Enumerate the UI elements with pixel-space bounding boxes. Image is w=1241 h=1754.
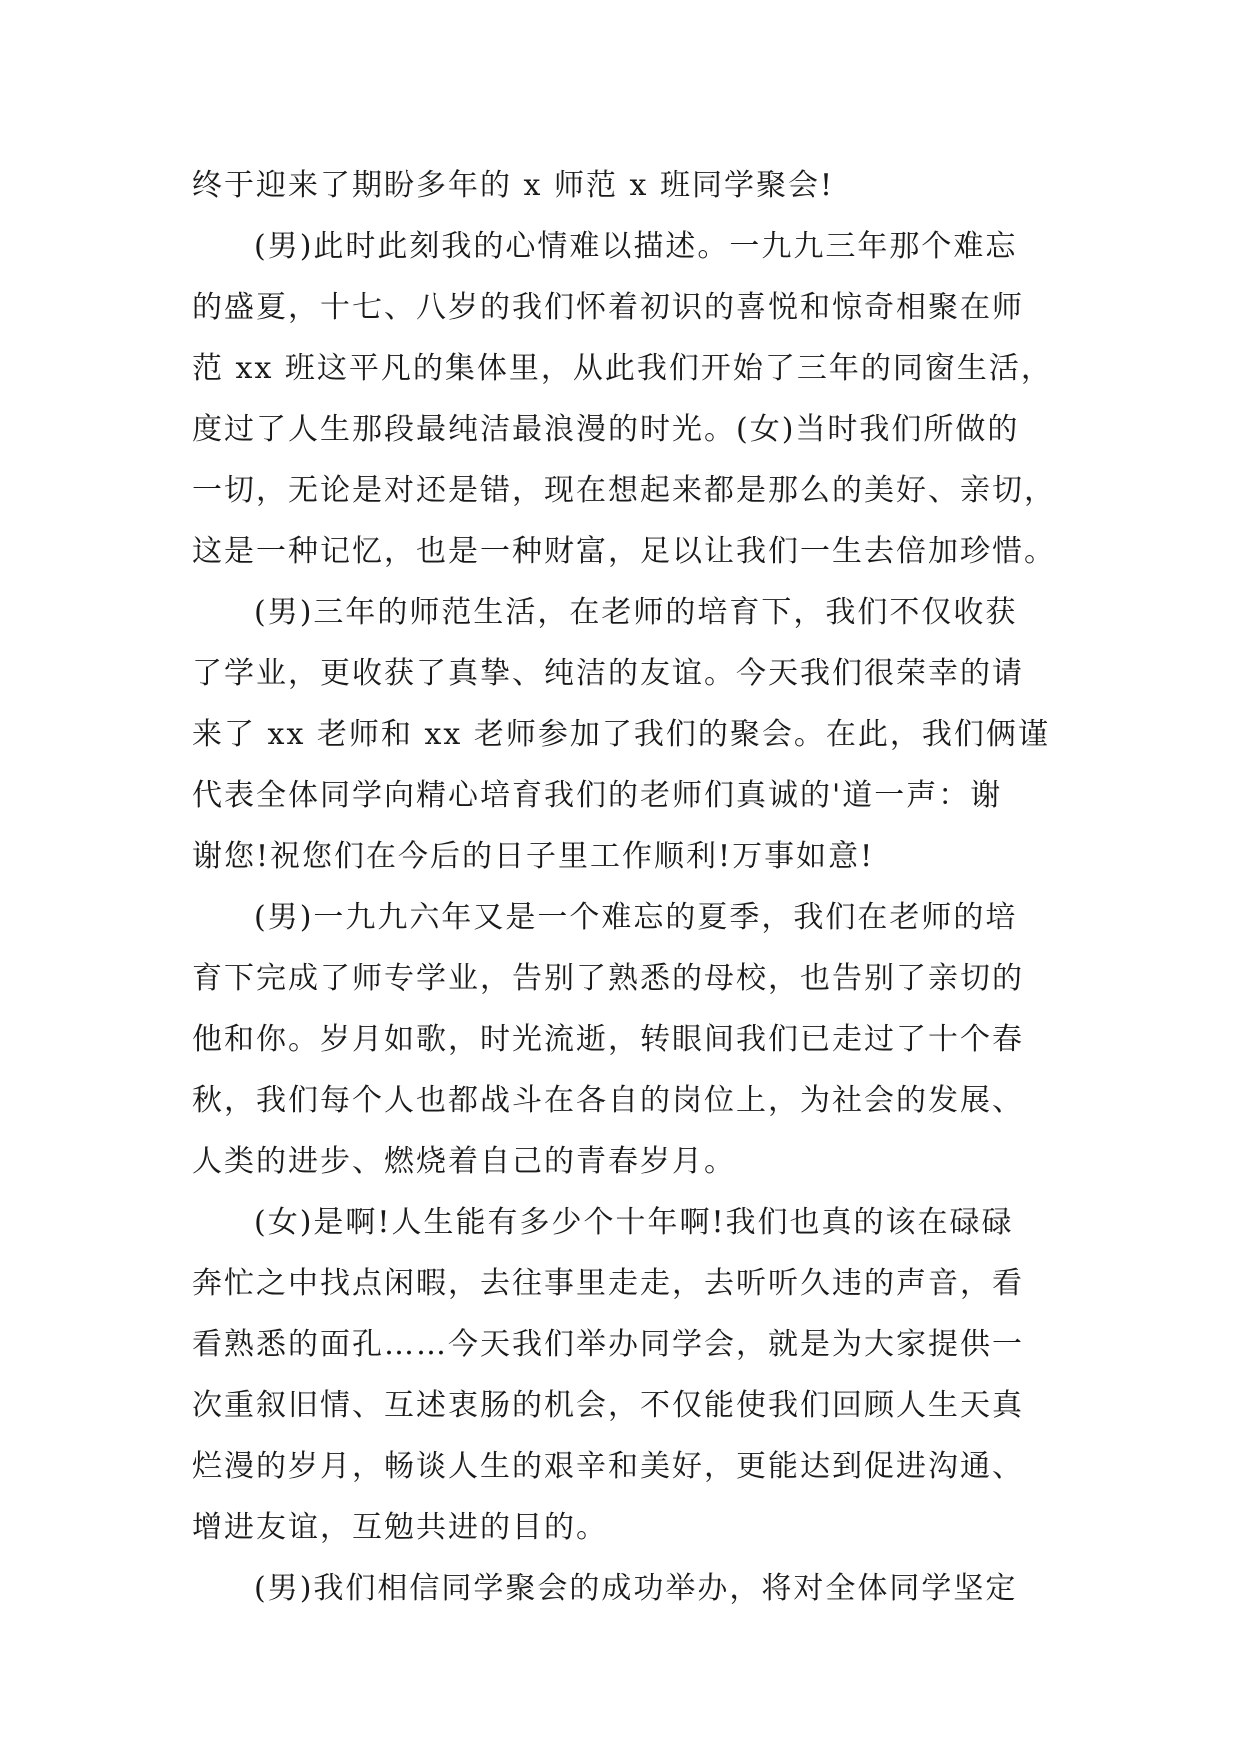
paragraph-start-line: (女)是啊!人生能有多少个十年啊!我们也真的该在碌碌 [254, 1205, 1014, 1240]
paragraph-start-line: (男)三年的师范生活，在老师的培育下，我们不仅收获 [254, 595, 1018, 630]
text-line: 来了 xx 老师和 xx 老师参加了我们的聚会。在此，我们俩谨 [192, 717, 1050, 752]
document-body [192, 155, 1056, 1619]
text-line: 他和你。岁月如歌，时光流逝，转眼间我们已走过了十个春 [192, 1022, 1024, 1057]
text-line: 烂漫的岁月，畅谈人生的艰辛和美好，更能达到促进沟通、 [192, 1449, 1024, 1484]
text-line: 终于迎来了期盼多年的 x 师范 x 班同学聚会! [192, 168, 835, 203]
text-line: 秋，我们每个人也都战斗在各自的岗位上，为社会的发展、 [192, 1083, 1024, 1118]
text-line: 代表全体同学向精心培育我们的老师们真诚的'道一声：谢 [192, 778, 1003, 813]
text-line: 了学业，更收获了真挚、纯洁的友谊。今天我们很荣幸的请 [192, 656, 1024, 691]
text-line: 次重叙旧情、互述衷肠的机会，不仅能使我们回顾人生天真 [192, 1388, 1024, 1423]
text-line: 谢您!祝您们在今后的日子里工作顺利!万事如意! [192, 839, 875, 874]
paragraph-start-line: (男)此时此刻我的心情难以描述。一九九三年那个难忘 [254, 229, 1018, 264]
text-line: 看熟悉的面孔……今天我们举办同学会，就是为大家提供一 [192, 1327, 1024, 1362]
text-line: 范 xx 班这平凡的集体里，从此我们开始了三年的同窗生活， [192, 351, 1053, 386]
text-line: 度过了人生那段最纯洁最浪漫的时光。(女)当时我们所做的 [192, 412, 1020, 447]
paragraph-start-line: (男)我们相信同学聚会的成功举办，将对全体同学坚定 [254, 1571, 1018, 1606]
paragraph-start-line: (男)一九九六年又是一个难忘的夏季，我们在老师的培 [254, 900, 1018, 935]
text-line: 的盛夏，十七、八岁的我们怀着初识的喜悦和惊奇相聚在师 [192, 290, 1024, 325]
text-line: 增进友谊，互勉共进的目的。 [192, 1510, 608, 1545]
text-line: 一切，无论是对还是错，现在想起来都是那么的美好、亲切， [192, 473, 1056, 508]
text-line: 育下完成了师专学业，告别了熟悉的母校，也告别了亲切的 [192, 961, 1024, 996]
text-line: 奔忙之中找点闲暇，去往事里走走，去听听久违的声音，看 [192, 1266, 1024, 1301]
text-line: 人类的进步、燃烧着自己的青春岁月。 [192, 1144, 736, 1179]
text-line: 这是一种记忆，也是一种财富，足以让我们一生去倍加珍惜。 [192, 534, 1056, 569]
